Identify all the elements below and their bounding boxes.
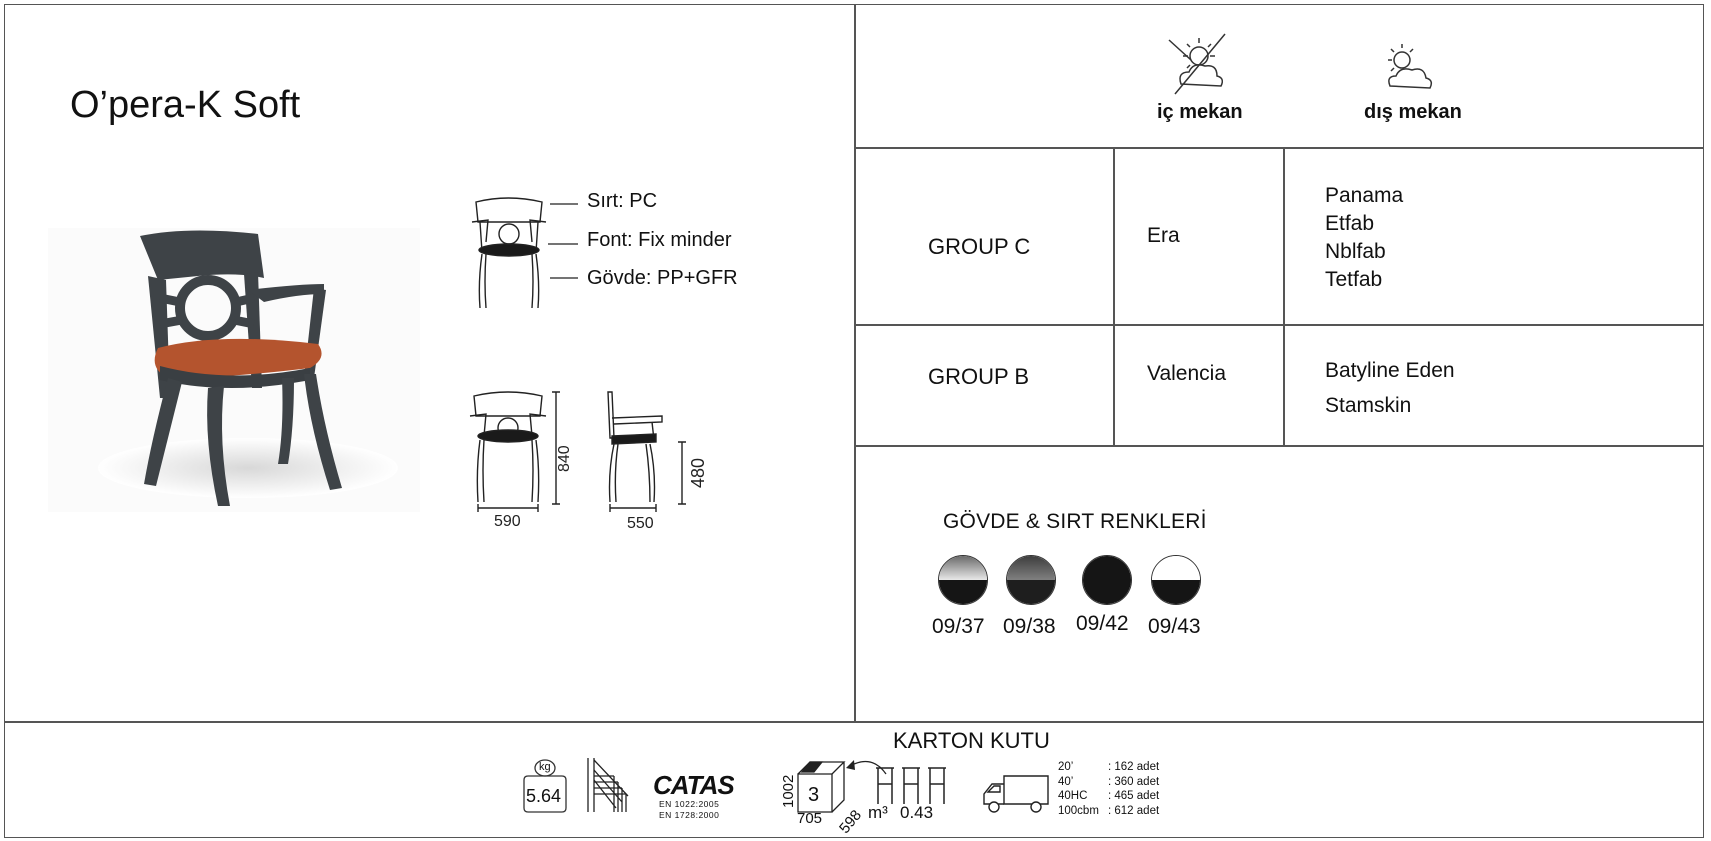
cert-standard-1: EN 1022:2005 — [659, 799, 720, 809]
dim-front-width: 590 — [494, 513, 521, 530]
container-qty: : 612 adet — [1108, 804, 1160, 817]
color-code: 09/42 — [1076, 612, 1129, 635]
container-row — [1058, 775, 1159, 790]
swatch-top — [1152, 556, 1200, 580]
spec-seat: Font: Fix minder — [587, 229, 732, 251]
chair-side-view — [600, 388, 700, 514]
box-width: 705 — [797, 810, 823, 827]
weight-value: 5.64 — [526, 786, 562, 806]
group-b-label: GROUP B — [928, 364, 1030, 389]
chair-photo — [48, 228, 420, 512]
group-c-name: Era — [1147, 224, 1180, 247]
fabric-item: Stamskin — [1325, 394, 1412, 417]
catas-logo — [652, 770, 734, 798]
container-qty: : 465 adet — [1108, 790, 1160, 802]
color-code: 09/37 — [932, 615, 985, 638]
weight-unit: kg — [539, 761, 551, 773]
sun-cloud-crossed-icon — [1165, 32, 1231, 98]
group-b-name: Valencia — [1147, 362, 1226, 385]
indoor-label: iç mekan — [1157, 101, 1243, 123]
color-swatch-09-42[interactable] — [1082, 555, 1132, 605]
colors-title: GÖVDE & SIRT RENKLERİ — [943, 510, 1207, 533]
swatch-top — [1007, 556, 1055, 580]
outdoor-label: dış mekan — [1364, 101, 1462, 123]
group-c-divider — [854, 324, 1704, 326]
spec-leader-lines — [548, 196, 588, 286]
container-row — [1058, 804, 1159, 819]
chairs-per-box-icon — [874, 766, 950, 806]
truck-icon — [982, 774, 1050, 814]
fabric-item: Panama — [1325, 184, 1404, 207]
color-code: 09/38 — [1003, 615, 1056, 638]
dim-front-height: 840 — [556, 445, 573, 472]
color-swatch-09-37[interactable] — [938, 555, 988, 605]
fabric-item: Nblfab — [1325, 240, 1386, 263]
swatch-bottom — [939, 580, 987, 604]
dim-side-depth: 550 — [627, 515, 654, 532]
box-height: 1002 — [780, 774, 797, 808]
container-list — [1058, 760, 1159, 818]
sun-cloud-icon — [1378, 40, 1438, 96]
table-col1-divider — [1113, 147, 1115, 446]
spec-back: Sırt: PC — [587, 190, 658, 212]
color-code: 09/43 — [1148, 615, 1201, 638]
container-qty: : 162 adet — [1108, 761, 1160, 773]
group-b-divider — [854, 445, 1704, 447]
fabric-item: Etfab — [1325, 212, 1375, 235]
footer-divider — [4, 721, 1704, 723]
box-depth: 598 — [836, 806, 866, 837]
fabric-item: Tetfab — [1325, 268, 1383, 291]
product-title: O’pera-K Soft — [70, 84, 301, 126]
container-type: 40HC — [1058, 790, 1088, 802]
fabric-item: Batyline Eden — [1325, 359, 1455, 382]
swatch-bottom — [1083, 580, 1131, 604]
packaging-title: KARTON KUTU — [893, 728, 1050, 753]
container-type: 100cbm — [1058, 804, 1099, 817]
color-swatch-09-38[interactable] — [1006, 555, 1056, 605]
color-swatch-09-43[interactable] — [1151, 555, 1201, 605]
container-row — [1058, 789, 1159, 804]
spec-body: Gövde: PP+GFR — [587, 267, 738, 289]
container-type: 20’ — [1058, 761, 1074, 773]
swatch-top — [939, 556, 987, 580]
stackable-icon — [584, 756, 632, 814]
cert-standard-2: EN 1728:2000 — [659, 810, 720, 820]
container-row — [1058, 760, 1159, 775]
cert-brand: CATAS — [653, 770, 734, 798]
env-divider — [854, 147, 1704, 149]
volume-value: 0.43 — [900, 803, 934, 822]
dim-seat-height: 480 — [688, 457, 708, 488]
swatch-bottom — [1152, 580, 1200, 604]
group-c-fabric-list — [1325, 182, 1403, 294]
swatch-bottom — [1007, 580, 1055, 604]
box-quantity: 3 — [808, 784, 820, 806]
volume-label: m³ — [868, 803, 888, 822]
swatch-top — [1083, 556, 1131, 582]
container-qty: : 360 adet — [1108, 775, 1160, 788]
group-c-label: GROUP C — [928, 234, 1031, 259]
center-divider — [854, 4, 856, 722]
container-type: 40’ — [1058, 775, 1074, 788]
table-col2-divider — [1283, 147, 1285, 446]
